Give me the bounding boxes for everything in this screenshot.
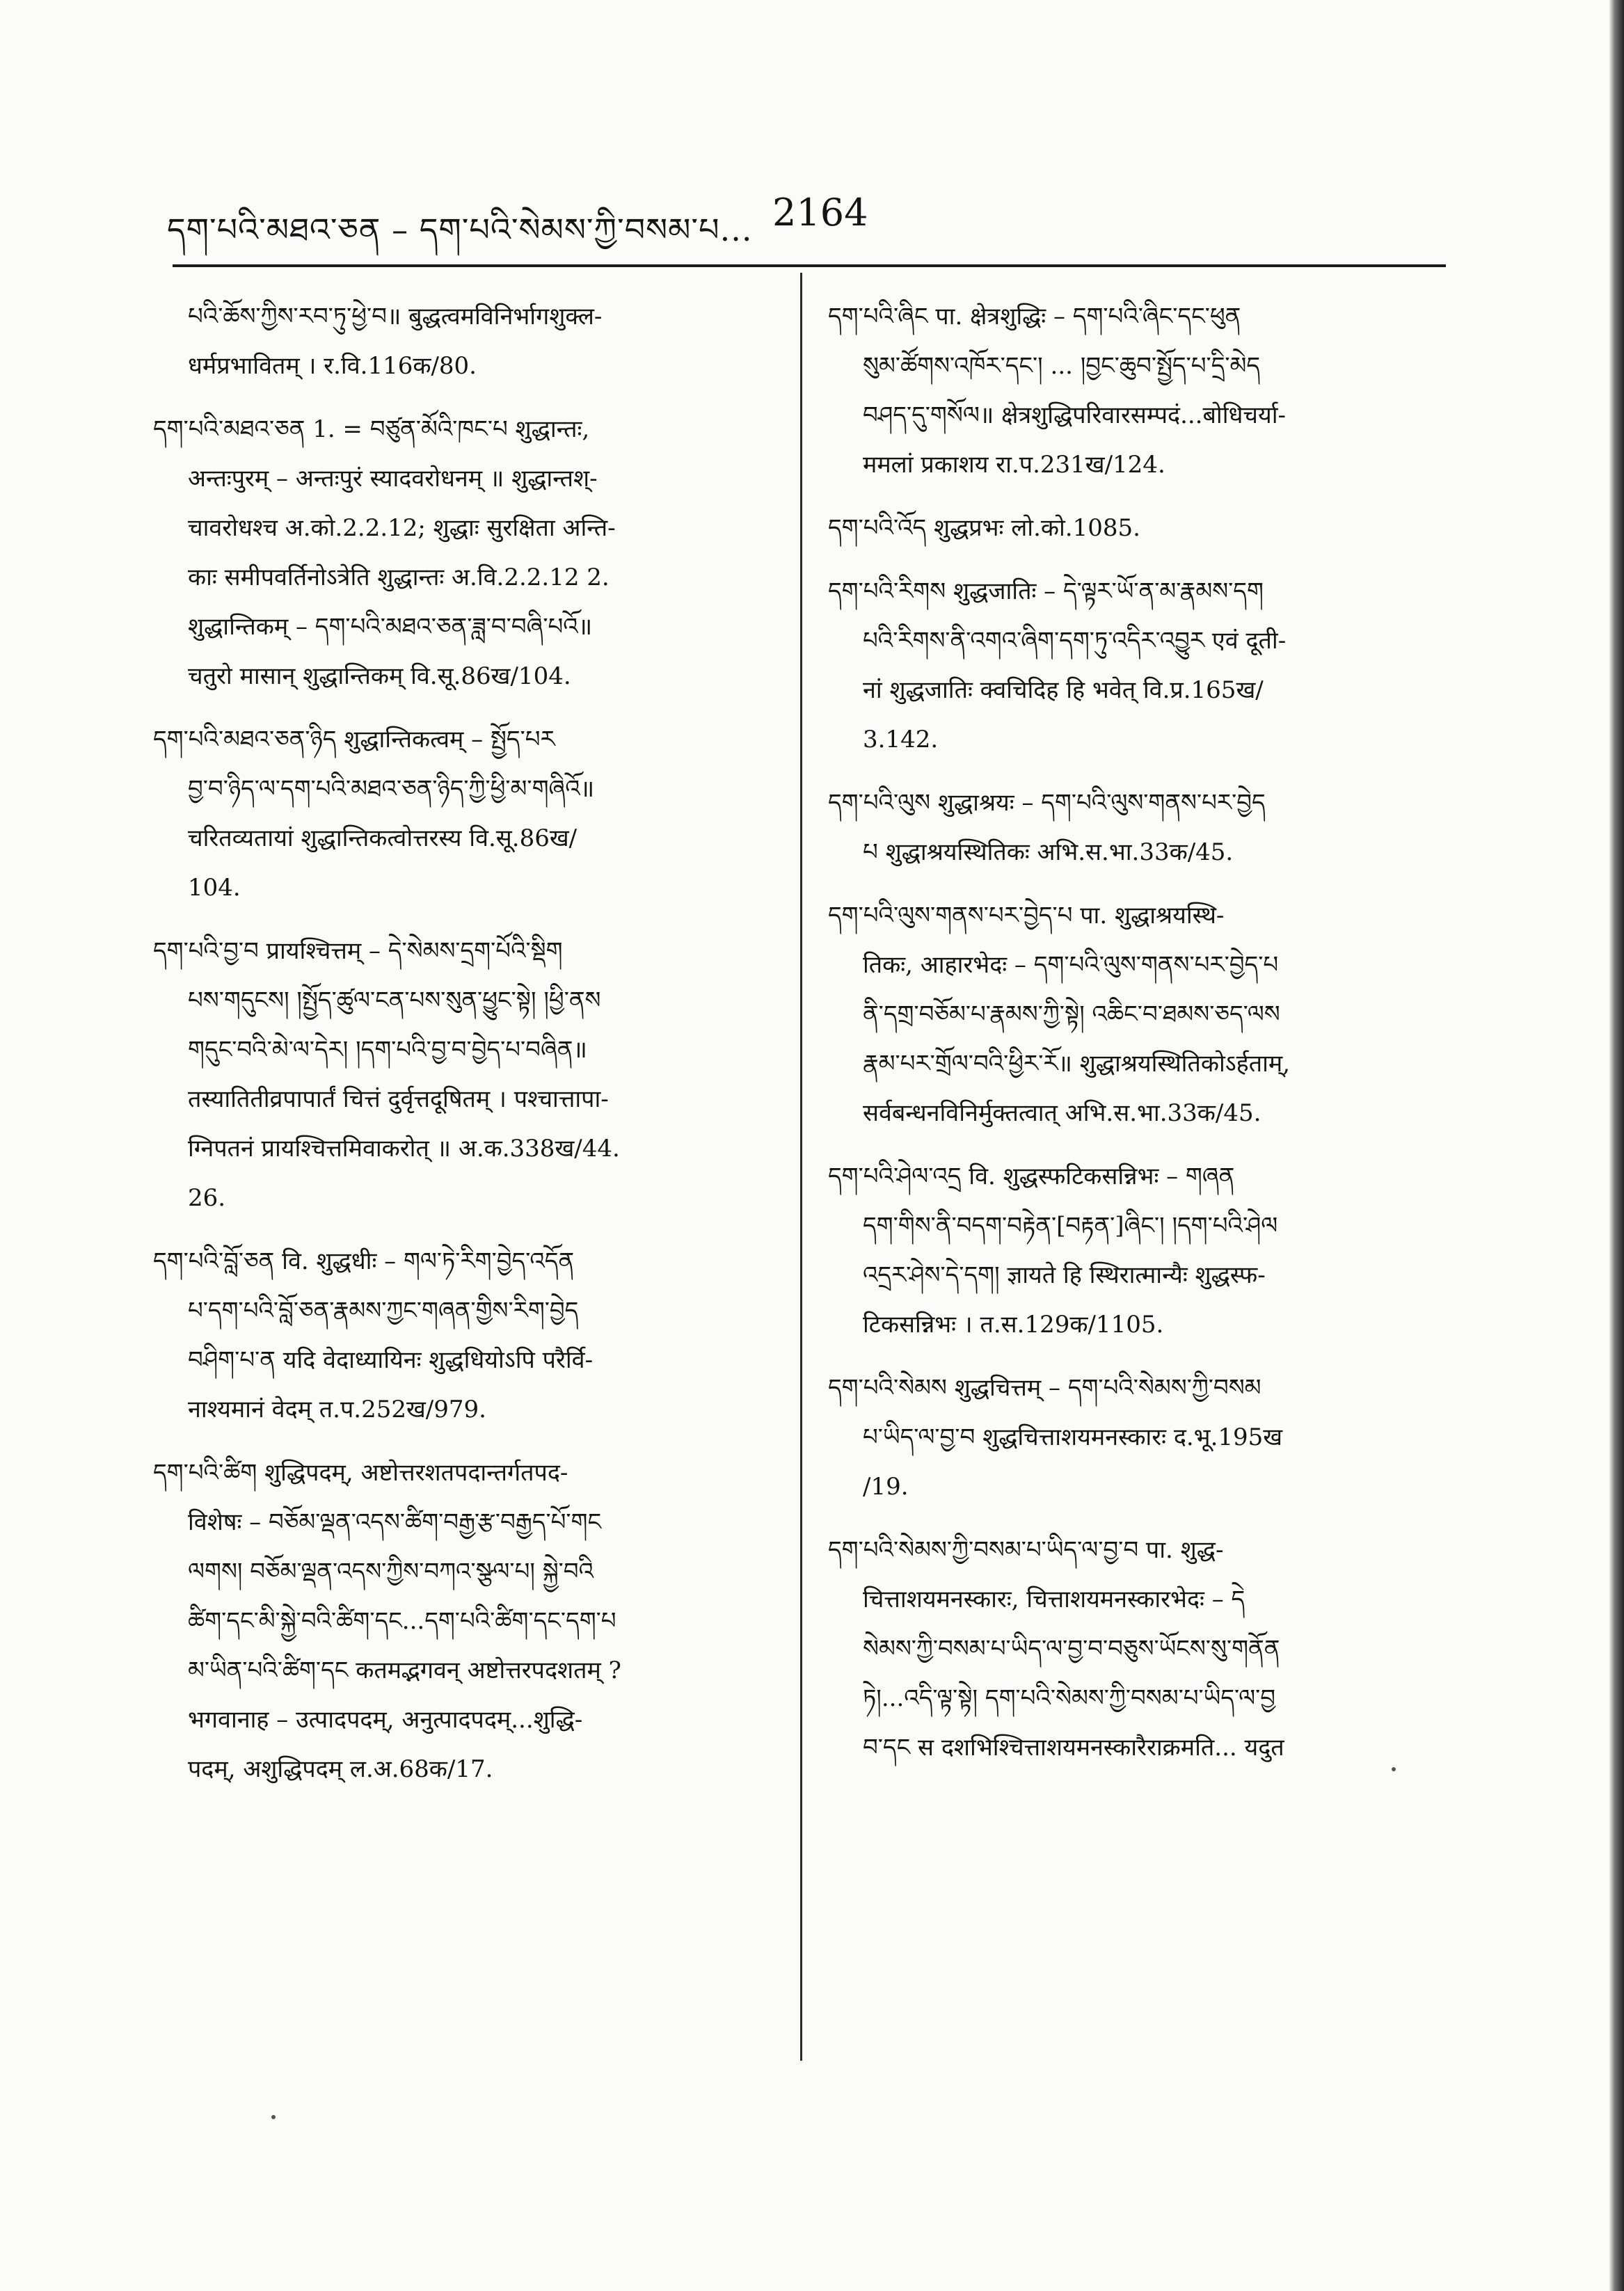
entry-headword-line: དག་པའི་མཐའ་ཅན་ཉིད शुद्धान्तिकत्वम् – སྤྱོད་པར [153,726,555,753]
entry-line: ལགས། བཅོམ་ལྡན་འདས་ཀྱིས་བཀའ་སྩལ་པ། སྐྱེ་བའི [188,1558,594,1586]
entry-line: नाश्यमानं वेदम् त.प.252ख/979. [188,1396,486,1423]
dictionary-entry [153,1237,776,1435]
entry-line: तिकः, आहारभेदः – དག་པའི་ལུས་གནས་པར་བྱེད་པ [863,951,1279,979]
entry-line: सर्वबन्धनविनिर्मुक्तत्वात् अभि.स.भा.33क/45. [863,1099,1261,1127]
entry-line: अन्तःपुरम् – अन्तःपुरं स्यादवरोधनम् ॥ शुद्धान्तश्- [188,465,598,493]
running-head [167,174,868,257]
entry-line: གདུང་བའི་མེ་ལ་དེར། །དག་པའི་བྱ་བ་བྱེད་པ་བཞིན॥ [188,1036,587,1064]
entry-line: སེམས་ཀྱི་བསམ་པ་ཡིད་ལ་བྱ་བ་བཅུས་ཡོངས་སུ་གནོན [863,1635,1280,1663]
entry-line: འདྲར་ཤེས་དེ་དག། ज्ञायते हि स्थिरात्मान्यैः शुद्धस्फ- [863,1261,1266,1289]
entry-headword-line: དག་པའི་བྱ་བ प्रायश्चित्तम् – དེ་སེམས་དྲག་པོའི་སྡིག [153,937,563,965]
entry-line: शुद्धान्तिकम् – དག་པའི་མཐའ་ཅན་ཟླ་བ་བཞི་པའོ॥ [188,613,593,641]
entry-line: ཏེ།...འདི་ལྟ་སྟེ། དག་པའི་སེམས་ཀྱི་བསམ་པ་ཡིད་ལ་བྱ [863,1684,1276,1712]
dictionary-entry [828,292,1454,490]
entry-headword-line: དག་པའི་ལུས शुद्धाश्रयः – དག་པའི་ལུས་གནས་པར་བྱེད [828,789,1266,817]
entry-line: चतुरो मासान् शुद्धान्तिकम् वि.सू.86ख/104. [188,662,571,690]
scan-speck [271,2115,276,2119]
dictionary-entry [828,1364,1454,1512]
entry-line: བཤད་དུ་གསོལ॥ क्षेत्रशुद्धिपरिवारसम्पदं...बोधिचर्या- [863,401,1287,429]
left-column [153,292,776,1808]
entry-line: 3.142. [863,726,939,753]
entry-headword-line: དག་པའི་ཤེལ་འདྲ वि. शुद्धस्फटिकसन्निभः – གཞན [828,1163,1235,1190]
entry-line: ཚིག་དང་མི་སྐྱེ་བའི་ཚིག་དང...དག་པའི་ཚིག་དང་དག་པ [188,1607,616,1635]
right-column [828,292,1454,1787]
dictionary-entry [153,715,776,913]
entry-line: རྣམ་པར་གྲོལ་བའི་ཕྱིར་རོ॥ शुद्धाश्रयस्थितिकोऽर्हताम्, [863,1050,1291,1078]
entry-line: བ་དང स दशभिश्चित्ताशयमनस्कारैराक्रमति... यदुत [863,1734,1284,1762]
dictionary-entry [828,1526,1454,1773]
entry-headword-line: དག་པའི་མཐའ་ཅན 1. = བཙུན་མོའི་ཁང་པ शुद्धान्तः, [153,415,590,443]
scanned-page-edge [1609,0,1624,2291]
dictionary-entry [828,891,1454,1138]
entry-line: དག་གིས་ནི་བདག་བརྟེན་[བརྟན་]ཞིང་། །དག་པའི་ཤེལ [863,1212,1278,1240]
scan-speck [1392,1767,1396,1771]
entry-line: चावरोधश्च अ.को.2.2.12; शुद्धाः सुरक्षिता अन्ति- [188,514,616,542]
entry-line: པ་ཡིད་ལ་བྱ་བ शुद्धचित्ताशयमनस्कारः द.भू.195ख [863,1423,1283,1451]
entry-headword-line: དག་པའི་ལུས་གནས་པར་བྱེད་པ पा. शुद्धाश्रयस्थि- [828,902,1225,929]
entry-line: པའི་རིགས་ནི་འགའ་ཞིག་དག་ཏུ་འདིར་འབྱུར एवं दूती- [863,627,1287,655]
entry-line: མ་ཡིན་པའི་ཚིག་དང कतमद्भगवन् अष्टोत्तरपदशतम् ? [188,1657,621,1684]
entry-line: པའི་ཆོས་ཀྱིས་རབ་ཏུ་ཕྱེ་བ॥ बुद्धत्वमविनिर्भागशुक्ल- [188,303,603,330]
entry-headword-line: དག་པའི་སེམས शुद्धचित्तम् – དག་པའི་སེམས་ཀྱི་བསམ [828,1374,1261,1402]
entry-line: ནི་དགྲ་བཅོམ་པ་རྣམས་ཀྱི་སྟེ། འཆིང་བ་ཐམས་ཅད་ལས [863,1000,1280,1028]
entry-line: विशेषः – བཅོམ་ལྡན་འདས་ཚིག་བརྒྱ་རྩ་བརྒྱད་པོ་གང [188,1508,602,1536]
entry-headword-line: དག་པའི་འོད शुद्धप्रभः लो.को.1085. [828,514,1140,542]
page-number: 2164 [772,191,868,234]
entry-line: भगवानाह – उत्पादपदम्, अनुत्पादपदम्...शुद्धि- [188,1706,583,1734]
entry-line: བཤིག་པ་ན यदि वेदाध्यायिनः शुद्धधियोऽपि परैर्वि- [188,1346,594,1374]
entry-line: པ་དག་པའི་བློ་ཅན་རྣམས་ཀྱང་གཞན་གྱིས་རིག་བྱེད [188,1297,579,1325]
entry-line: चरितव्यतायां शुद्धान्तिकत्वोत्तरस्य वि.सू.86ख/ [188,824,578,852]
entry-line: काः समीपवर्तिनोऽत्रेति शुद्धान्तः अ.वि.2.2.12 2. [188,564,610,591]
entry-headword-line: དག་པའི་སེམས་ཀྱི་བསམ་པ་ཡིད་ལ་བྱ་བ पा. शुद्ध- [828,1536,1224,1564]
dictionary-entry [153,927,776,1223]
entry-headword-line: དག་པའི་རིགས शुद्धजातिः – དེ་ལྟར་ཡོ་ན་མ་རྣམས་དག [828,577,1264,605]
entry-line: तस्यातितीव्रपापार्तं चित्तं दुर्वृत्तदूषितम् । पश्चात्तापा- [188,1085,609,1113]
entry-line: སུམ་ཚོགས་འཁོར་དང་། ... །བྱང་ཆུབ་སྤྱོད་པ་དྲི་མེད [863,352,1261,380]
entry-line: བྱ་བ་ཉིད་ལ་དག་པའི་མཐའ་ཅན་ཉིད་ཀྱི་ཕྱི་མ་གཞིའོ॥ [188,775,595,803]
entry-line: चित्ताशयमनस्कारः, चित्ताशयमनस्कारभेदः – དེ [863,1586,1245,1613]
dictionary-entry [153,292,776,391]
dictionary-entry [828,504,1454,553]
entry-line: པ शुद्धाश्रयस्थितिकः अभि.स.भा.33क/45. [863,838,1234,866]
dictionary-entry [153,405,776,701]
entry-line: ग्निपतनं प्रायश्चित्तमिवाकरोत् ॥ अ.क.338ख/44. [188,1135,620,1163]
dictionary-entry [828,567,1454,765]
entry-headword-line: དག་པའི་ཚིག शुद्धिपदम्, अष्टोत्तरशतपदान्तर्गतपद- [153,1459,568,1487]
dictionary-entry [153,1448,776,1794]
entry-headword-line: དག་པའི་ཞིང पा. क्षेत्रशुद्धिः – དག་པའི་ཞིང་དང་ཕུན [828,303,1241,330]
entry-line: नां शुद्धजातिः क्वचिदिह हि भवेत् वि.प्र.165ख/ [863,676,1264,704]
header-rule [173,264,1446,267]
entry-line: ममलां प्रकाशय रा.प.231ख/124. [863,451,1165,479]
entry-headword-line: དག་པའི་བློ་ཅན वि. शुद्धधीः – གལ་ཏེ་རིག་བྱེད་འདོན [153,1247,575,1275]
entry-line: टिकसन्निभः । त.स.129क/1105. [863,1311,1164,1339]
dictionary-entry [828,779,1454,877]
column-divider [800,273,802,2061]
entry-line: པས་གདུངས། །སྤྱོད་ཚུལ་ངན་པས་སུན་ཕྱུང་སྟེ། །ཕྱི་ནས [188,987,601,1014]
entry-line: धर्मप्रभावितम् । र.वि.116क/80. [188,352,477,380]
entry-line: 104. [188,874,241,902]
entry-line: /19. [863,1473,909,1501]
running-head-text: དག་པའི་མཐའ་ཅན – དག་པའི་སེམས་ཀྱི་བསམ་པ... [167,211,753,248]
dictionary-entry [828,1152,1454,1350]
entry-line: 26. [188,1184,226,1212]
entry-line: पदम्, अशुद्धिपदम् ल.अ.68क/17. [188,1755,493,1783]
